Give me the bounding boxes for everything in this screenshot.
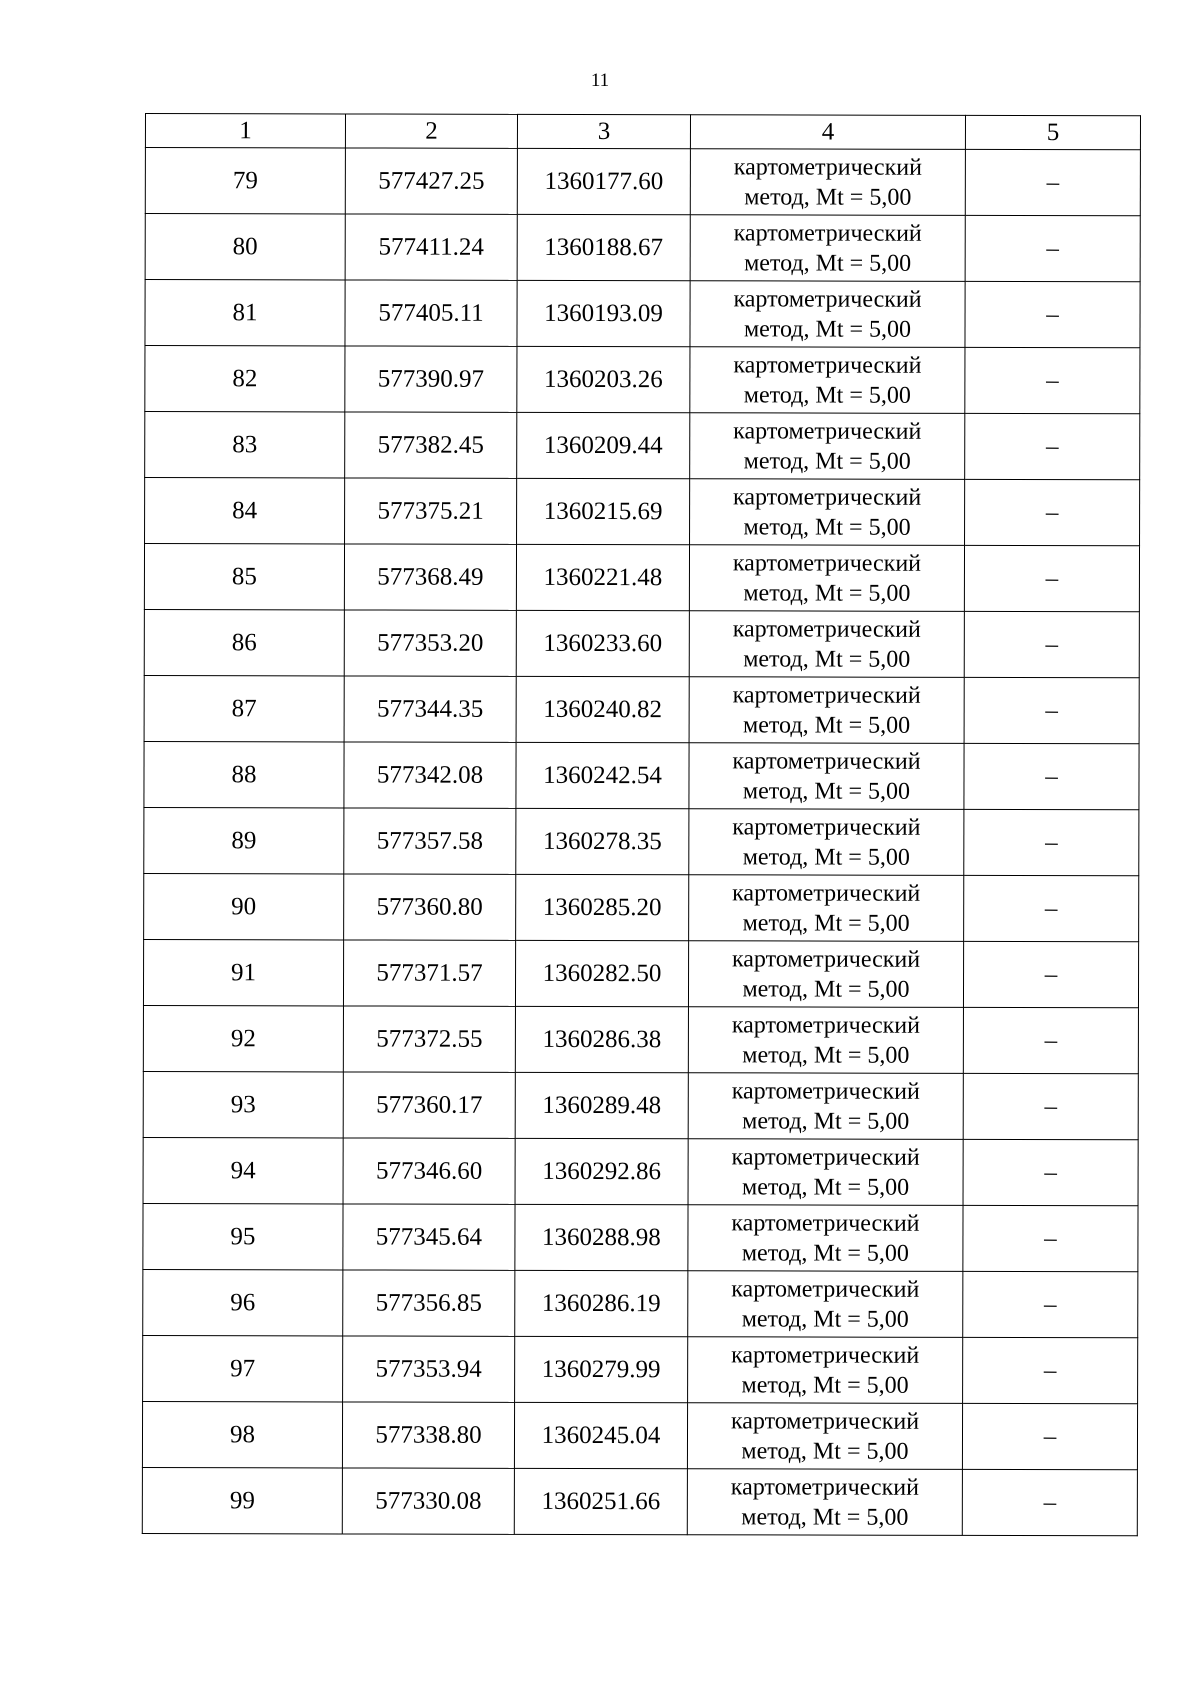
method-line-1: картометрический xyxy=(732,549,922,577)
x-coordinate-cell: 577356.85 xyxy=(343,1270,515,1336)
point-number-cell: 91 xyxy=(143,939,343,1005)
note-cell: – xyxy=(962,1403,1137,1469)
coordinates-table-container xyxy=(142,113,1140,1536)
method-cell xyxy=(689,875,964,942)
x-coordinate-cell: 577357.58 xyxy=(344,808,516,874)
y-coordinate-cell: 1360188.67 xyxy=(517,214,690,280)
method-cell xyxy=(688,1271,963,1338)
method-cell xyxy=(689,743,964,810)
method-line-1: картометрический xyxy=(733,285,922,313)
table-row xyxy=(145,478,1140,546)
method-text xyxy=(690,416,964,477)
method-cell xyxy=(688,1205,963,1272)
x-coordinate-cell: 577405.11 xyxy=(345,280,517,346)
method-line-2: метод, Mt = 5,00 xyxy=(744,249,912,277)
y-coordinate-cell: 1360221.48 xyxy=(516,544,689,610)
method-cell xyxy=(687,1403,962,1470)
point-number-cell: 90 xyxy=(144,873,344,939)
method-line-2: метод, Mt = 5,00 xyxy=(744,183,912,211)
method-line-1: картометрический xyxy=(731,1077,920,1105)
method-cell xyxy=(688,1337,963,1404)
method-cell xyxy=(689,545,964,612)
method-line-1: картометрический xyxy=(731,945,921,973)
point-number-cell: 94 xyxy=(143,1137,343,1203)
method-line-2: метод, Mt = 5,00 xyxy=(742,1041,910,1069)
y-coordinate-cell: 1360209.44 xyxy=(517,412,690,478)
point-number-cell: 81 xyxy=(145,280,345,346)
method-line-2: метод, Mt = 5,00 xyxy=(743,315,912,343)
y-coordinate-cell: 1360193.09 xyxy=(517,280,690,346)
method-line-1: картометрический xyxy=(731,1143,920,1171)
x-coordinate-cell: 577382.45 xyxy=(345,412,517,478)
note-cell: – xyxy=(962,1469,1137,1535)
note-cell: – xyxy=(964,809,1139,875)
table-row xyxy=(144,544,1139,612)
note-cell: – xyxy=(964,611,1139,677)
table-row xyxy=(143,1269,1138,1337)
method-line-2: метод, Mt = 5,00 xyxy=(742,777,911,805)
method-line-1: картометрический xyxy=(732,681,921,709)
x-coordinate-cell: 577330.08 xyxy=(342,1468,514,1534)
y-coordinate-cell: 1360215.69 xyxy=(517,478,690,544)
header-col-3: 3 xyxy=(517,114,690,148)
point-number-cell: 79 xyxy=(145,148,345,214)
method-line-2: метод, Mt = 5,00 xyxy=(743,447,911,475)
point-number-cell: 80 xyxy=(145,214,345,280)
note-cell: – xyxy=(963,1073,1138,1139)
header-col-1: 1 xyxy=(145,114,345,148)
point-number-cell: 96 xyxy=(143,1269,343,1335)
note-cell: – xyxy=(965,281,1140,347)
note-cell: – xyxy=(963,1205,1138,1271)
table-row xyxy=(143,1203,1138,1271)
point-number-cell: 98 xyxy=(142,1401,342,1467)
point-number-cell: 93 xyxy=(143,1071,343,1137)
x-coordinate-cell: 577368.49 xyxy=(344,544,516,610)
x-coordinate-cell: 577353.94 xyxy=(343,1336,515,1402)
note-cell: – xyxy=(963,1007,1138,1073)
method-line-1: картометрический xyxy=(731,1209,920,1237)
method-cell xyxy=(690,479,965,546)
method-line-1: картометрический xyxy=(731,1011,921,1039)
method-text xyxy=(688,1274,962,1335)
table-row xyxy=(145,214,1140,282)
method-line-2: метод, Mt = 5,00 xyxy=(743,381,911,409)
table-body xyxy=(142,148,1140,1536)
note-cell: – xyxy=(963,1337,1138,1403)
x-coordinate-cell: 577360.17 xyxy=(343,1072,515,1138)
method-line-2: метод, Mt = 5,00 xyxy=(741,1173,910,1201)
y-coordinate-cell: 1360240.82 xyxy=(516,676,689,742)
note-cell: – xyxy=(964,545,1139,611)
table-header-row xyxy=(145,114,1140,150)
x-coordinate-cell: 577344.35 xyxy=(344,676,516,742)
x-coordinate-cell: 577353.20 xyxy=(344,610,516,676)
table-row xyxy=(145,280,1140,348)
method-text xyxy=(689,812,963,873)
method-line-1: картометрический xyxy=(732,615,921,643)
method-text xyxy=(689,1076,963,1137)
point-number-cell: 95 xyxy=(143,1203,343,1269)
table-row xyxy=(142,1467,1137,1535)
method-line-2: метод, Mt = 5,00 xyxy=(741,1437,909,1465)
method-line-2: метод, Mt = 5,00 xyxy=(743,711,911,739)
method-cell xyxy=(688,1139,963,1206)
header-col-4: 4 xyxy=(690,115,965,150)
method-line-2: метод, Mt = 5,00 xyxy=(742,975,910,1003)
y-coordinate-cell: 1360286.38 xyxy=(515,1006,688,1072)
x-coordinate-cell: 577427.25 xyxy=(345,148,517,214)
method-text xyxy=(689,1142,963,1203)
point-number-cell: 83 xyxy=(145,412,345,478)
point-number-cell: 87 xyxy=(144,675,344,741)
method-line-1: картометрический xyxy=(732,879,921,907)
method-text xyxy=(690,284,964,345)
method-text xyxy=(689,746,963,807)
method-line-1: картометрический xyxy=(731,1275,920,1303)
table-row xyxy=(144,741,1139,809)
x-coordinate-cell: 577342.08 xyxy=(344,742,516,808)
point-number-cell: 84 xyxy=(145,478,345,544)
note-cell: – xyxy=(963,941,1138,1007)
method-text xyxy=(688,1208,962,1269)
method-line-1: картометрический xyxy=(733,483,922,511)
point-number-cell: 82 xyxy=(145,346,345,412)
method-line-1: картометрический xyxy=(732,747,921,775)
method-text xyxy=(689,1010,963,1071)
y-coordinate-cell: 1360288.98 xyxy=(515,1204,688,1270)
method-line-2: метод, Mt = 5,00 xyxy=(743,579,911,607)
table-row xyxy=(142,1401,1137,1469)
y-coordinate-cell: 1360279.99 xyxy=(515,1336,688,1402)
method-line-2: метод, Mt = 5,00 xyxy=(743,645,911,673)
method-text xyxy=(688,1340,962,1401)
table-row xyxy=(145,412,1140,480)
note-cell: – xyxy=(965,413,1140,479)
method-line-1: картометрический xyxy=(730,1407,920,1435)
method-line-2: метод, Mt = 5,00 xyxy=(741,1371,909,1399)
point-number-cell: 99 xyxy=(142,1467,342,1533)
table-row xyxy=(143,1335,1138,1403)
x-coordinate-cell: 577345.64 xyxy=(343,1204,515,1270)
method-line-1: картометрический xyxy=(732,813,921,841)
method-line-1: картометрический xyxy=(733,153,922,181)
method-line-1: картометрический xyxy=(731,1341,920,1369)
method-line-2: метод, Mt = 5,00 xyxy=(742,1107,910,1135)
method-text xyxy=(688,1406,962,1467)
table-row xyxy=(144,807,1139,875)
table-row xyxy=(144,609,1139,677)
note-cell: – xyxy=(963,1139,1138,1205)
method-text xyxy=(689,944,963,1005)
method-cell xyxy=(687,1469,962,1536)
x-coordinate-cell: 577390.97 xyxy=(345,346,517,412)
note-cell: – xyxy=(964,677,1139,743)
point-number-cell: 97 xyxy=(143,1335,343,1401)
y-coordinate-cell: 1360286.19 xyxy=(515,1270,688,1336)
method-cell xyxy=(688,1073,963,1140)
method-cell xyxy=(690,347,965,414)
note-cell: – xyxy=(965,479,1140,545)
x-coordinate-cell: 577411.24 xyxy=(345,214,517,280)
table-row xyxy=(143,1137,1138,1205)
y-coordinate-cell: 1360282.50 xyxy=(515,940,688,1006)
method-line-2: метод, Mt = 5,00 xyxy=(741,1503,909,1531)
coordinates-table xyxy=(142,113,1141,1536)
y-coordinate-cell: 1360251.66 xyxy=(514,1468,687,1534)
table-header xyxy=(145,114,1140,150)
y-coordinate-cell: 1360233.60 xyxy=(516,610,689,676)
method-text xyxy=(689,878,963,939)
page-number: 11 xyxy=(590,70,610,91)
point-number-cell: 88 xyxy=(144,741,344,807)
y-coordinate-cell: 1360177.60 xyxy=(517,148,690,214)
method-text xyxy=(691,218,965,279)
table-row xyxy=(143,939,1138,1007)
method-text xyxy=(690,350,964,411)
method-line-2: метод, Mt = 5,00 xyxy=(741,1239,909,1267)
method-text xyxy=(690,680,964,741)
x-coordinate-cell: 577338.80 xyxy=(342,1402,514,1468)
table-row xyxy=(144,675,1139,743)
note-cell: – xyxy=(965,215,1140,281)
table-row xyxy=(143,1005,1138,1073)
table-row xyxy=(144,873,1139,941)
method-line-2: метод, Mt = 5,00 xyxy=(742,843,910,871)
x-coordinate-cell: 577371.57 xyxy=(343,940,515,1006)
x-coordinate-cell: 577360.80 xyxy=(344,874,516,940)
y-coordinate-cell: 1360245.04 xyxy=(514,1402,687,1468)
y-coordinate-cell: 1360278.35 xyxy=(516,808,689,874)
x-coordinate-cell: 577346.60 xyxy=(343,1138,515,1204)
y-coordinate-cell: 1360203.26 xyxy=(517,346,690,412)
method-text xyxy=(690,482,964,543)
header-col-5: 5 xyxy=(965,115,1140,149)
note-cell: – xyxy=(965,347,1140,413)
method-cell xyxy=(688,1007,963,1074)
y-coordinate-cell: 1360289.48 xyxy=(515,1072,688,1138)
method-line-2: метод, Mt = 5,00 xyxy=(743,513,911,541)
method-text xyxy=(690,614,964,675)
method-cell xyxy=(689,809,964,876)
method-text xyxy=(691,152,965,213)
table-row xyxy=(145,346,1140,414)
method-line-1: картометрический xyxy=(733,351,922,379)
note-cell: – xyxy=(964,743,1139,809)
method-line-2: метод, Mt = 5,00 xyxy=(741,1305,909,1333)
method-cell xyxy=(690,149,965,216)
x-coordinate-cell: 577372.55 xyxy=(343,1006,515,1072)
method-line-1: картометрический xyxy=(733,417,922,445)
point-number-cell: 89 xyxy=(144,807,344,873)
note-cell: – xyxy=(965,149,1140,215)
x-coordinate-cell: 577375.21 xyxy=(345,478,517,544)
point-number-cell: 92 xyxy=(143,1005,343,1071)
method-cell xyxy=(688,941,963,1008)
method-line-2: метод, Mt = 5,00 xyxy=(742,909,910,937)
method-cell xyxy=(689,611,964,678)
table-row xyxy=(145,148,1140,216)
point-number-cell: 85 xyxy=(144,544,344,610)
method-text xyxy=(690,548,964,609)
header-col-2: 2 xyxy=(345,114,517,148)
method-text xyxy=(688,1472,962,1533)
method-cell xyxy=(690,413,965,480)
note-cell: – xyxy=(964,875,1139,941)
method-line-1: картометрический xyxy=(730,1473,919,1501)
method-cell xyxy=(690,215,965,282)
note-cell: – xyxy=(963,1271,1138,1337)
method-cell xyxy=(690,281,965,348)
point-number-cell: 86 xyxy=(144,609,344,675)
method-line-1: картометрический xyxy=(733,219,922,247)
y-coordinate-cell: 1360285.20 xyxy=(516,874,689,940)
method-cell xyxy=(689,677,964,744)
y-coordinate-cell: 1360242.54 xyxy=(516,742,689,808)
y-coordinate-cell: 1360292.86 xyxy=(515,1138,688,1204)
table-row xyxy=(143,1071,1138,1139)
